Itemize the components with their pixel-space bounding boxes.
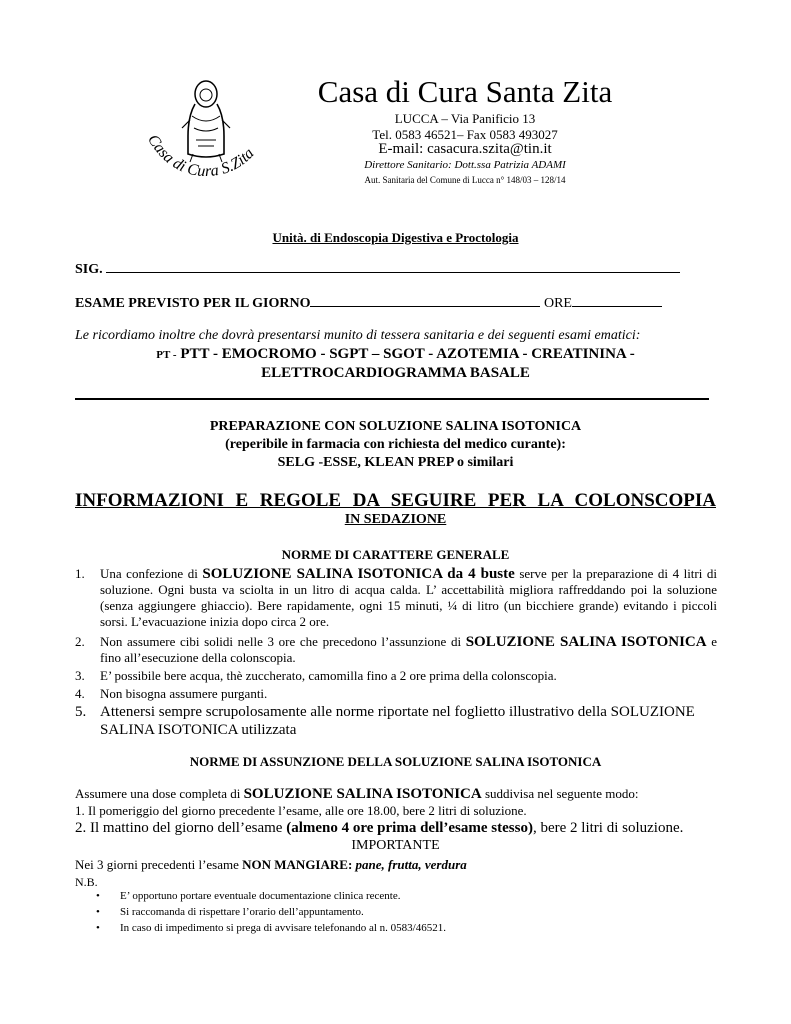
- rule-item: 1. Una confezione di SOLUZIONE SALINA ISOTONICA da 4 buste serve per la preparazione di 4 litri di soluzione. Ogni busta va sciolta in un litro di acqua calda. L’ accettabilità migliora raffreddando poi la soluzione (senza aggiungere ghiaccio). Bere rapidamente, ogni 15 minuti, ¼ di litro (un bicchiere grande) evitando i piccoli sorsi. L’evacuazione inizia dopo circa 2 ore.: [75, 566, 717, 629]
- patient-name-field[interactable]: [106, 260, 680, 273]
- rule-item: 5. Attenersi sempre scrupolosamente alle norme riportate nel foglietto illustrativo della SOLUZIONE SALINA ISOTONICA utilizzata: [75, 704, 695, 738]
- note-bullet: • In caso di impedimento si prega di avvisare telefonando al n. 0583/46521.: [96, 922, 446, 934]
- diet-warning: Nei 3 giorni precedenti l’esame NON MANGIARE: pane, frutta, verdura: [75, 857, 467, 872]
- medical-director: Direttore Sanitario: Dott.ssa Patrizia ADAMI: [364, 159, 566, 171]
- blood-tests-list: [0, 346, 791, 363]
- main-title: INFORMAZIONI E REGOLE DA SEGUIRE PER LA COLONSCOPIA: [75, 490, 716, 511]
- note-bullet: • Si raccomanda di rispettare l’orario dell’appuntamento.: [96, 906, 364, 918]
- sedation-subtitle: IN SEDAZIONE: [344, 512, 447, 527]
- exam-time-field[interactable]: [572, 294, 662, 307]
- dose-text: Assumere una dose completa di SOLUZIONE SALINA ISOTONICA suddivisa nel seguente modo:: [75, 786, 639, 802]
- preparation-title: PREPARAZIONE CON SOLUZIONE SALINA ISOTONICA: [209, 419, 582, 434]
- pt-label: PT -: [156, 349, 177, 361]
- nb-label: N.B.: [75, 875, 98, 889]
- rule-item: 3. E’ possibile bere acqua, thè zuccherato, camomilla fino a 2 ore prima della colonscopia.: [75, 668, 557, 683]
- assumption-rules-title: NORME DI ASSUNZIONE DELLA SOLUZIONE SALINA ISOTONICA: [189, 754, 602, 769]
- rule-item: 4. Non bisogna assumere purganti.: [75, 686, 268, 701]
- step-one: 1. Il pomeriggio del giorno precedente l’esame, alle ore 18.00, bere 2 litri di soluzione.: [75, 803, 527, 818]
- clinic-phone: Tel. 0583 46521– Fax 0583 493027: [372, 127, 558, 142]
- divider: [75, 398, 709, 400]
- general-rules-title: NORME DI CARATTERE GENERALE: [281, 547, 510, 562]
- clinic-logo: [138, 76, 274, 188]
- patient-name-row: [75, 260, 680, 278]
- clinic-address: LUCCA – Via Panificio 13: [394, 111, 536, 126]
- exam-date-label: ESAME PREVISTO PER IL GIORNO: [75, 296, 311, 311]
- svg-text:Casa di Cura S.Zita: Casa di Cura S.Zita: [144, 131, 258, 181]
- preparation-products: SELG -ESSE, KLEAN PREP o similari: [277, 455, 514, 470]
- exam-time-label: ORE: [543, 296, 572, 311]
- clinic-name: Casa di Cura Santa Zita: [317, 74, 613, 109]
- unit-title: Unità. di Endoscopia Digestiva e Proctologia: [272, 230, 519, 245]
- rule-item: 2. Non assumere cibi solidi nelle 3 ore che precedono l’assunzione di SOLUZIONE SALINA ISOTONICA e fino all’esecuzione della colonscopia.: [75, 634, 717, 665]
- step-two: 2. Il mattino del giorno dell’esame (almeno 4 ore prima dell’esame stesso), bere 2 litri di soluzione.: [75, 820, 684, 836]
- clinic-email: E-mail: casacura.szita@tin.it: [378, 141, 552, 157]
- note-bullet: • E’ opportuno portare eventuale documentazione clinica recente.: [96, 890, 401, 902]
- sig-label: SIG.: [75, 262, 103, 277]
- preparation-note: (reperibile in farmacia con richiesta del medico curante):: [225, 437, 566, 452]
- blood-tests: PTT - EMOCROMO - SGPT – SGOT - AZOTEMIA - CREATININA -: [176, 346, 635, 362]
- exam-date-field[interactable]: [310, 294, 540, 307]
- important-heading: IMPORTANTE: [351, 838, 440, 853]
- ecg-label: ELETTROCARDIOGRAMMA BASALE: [261, 365, 530, 381]
- authorization-note: Aut. Sanitaria del Comune di Lucca n° 148/03 – 128/14: [364, 175, 566, 185]
- exam-date-row: [75, 294, 662, 312]
- reminder-text: Le ricordiamo inoltre che dovrà presentarsi munito di tessera sanitaria e dei seguenti esami ematici:: [75, 328, 641, 343]
